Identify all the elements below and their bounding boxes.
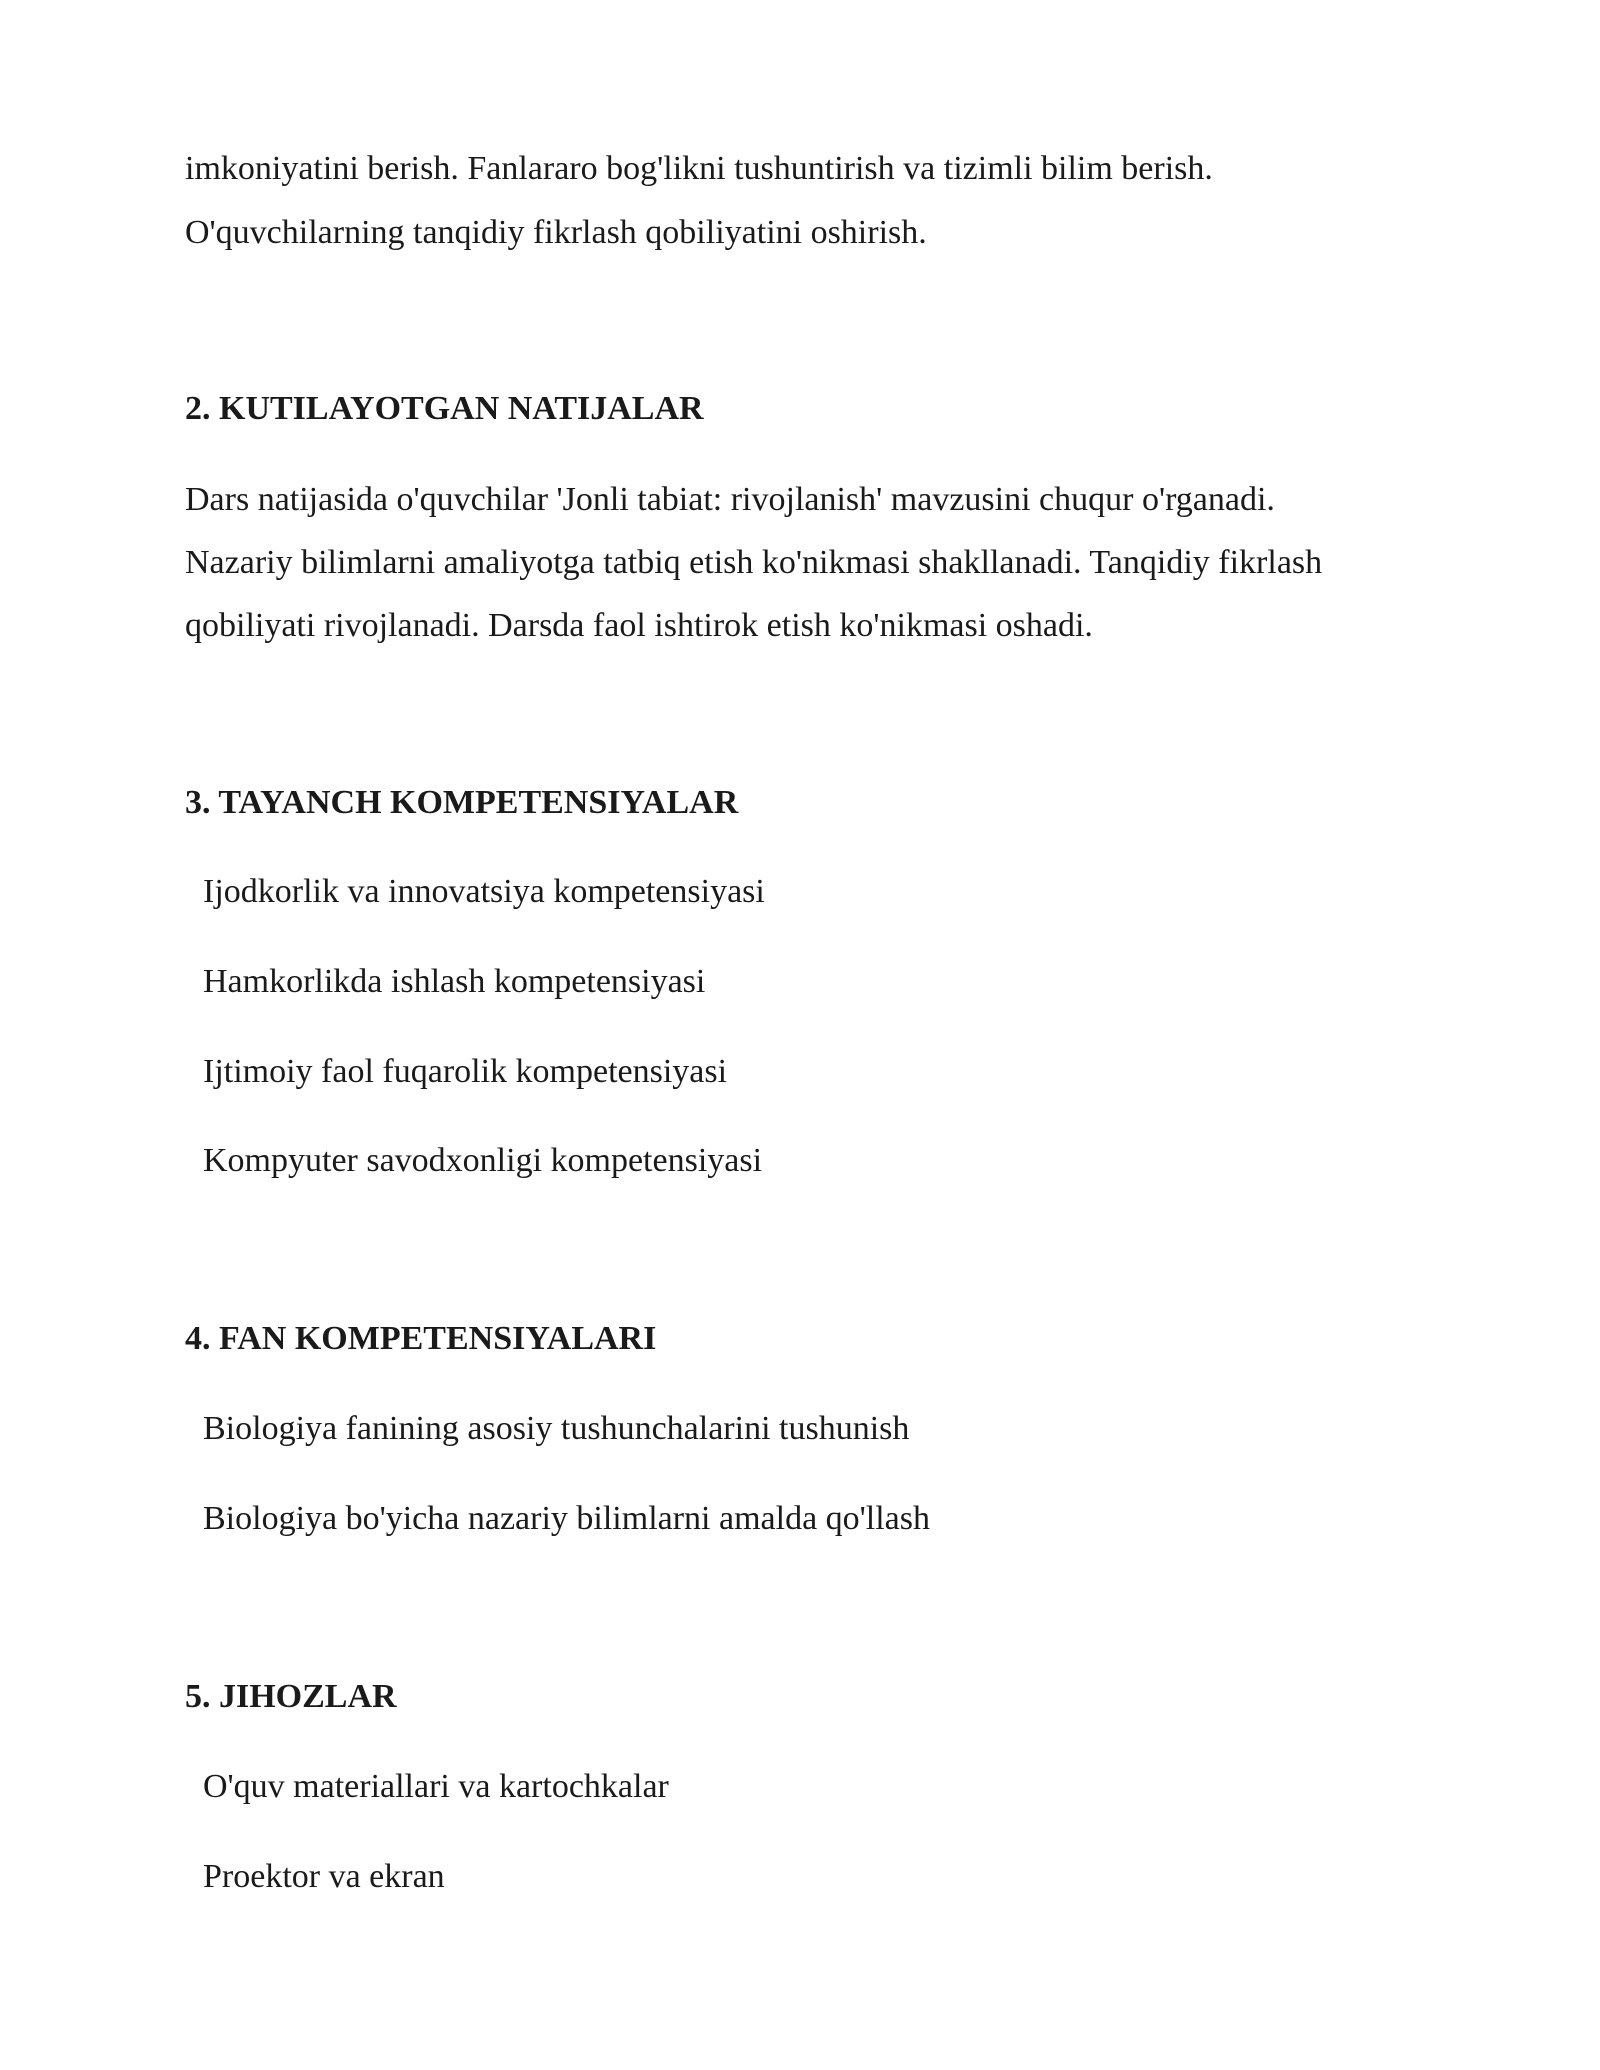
section-2-line-2: Nazariy bilimlarni amaliyotga tatbiq etish ko'nikmasi shakllanadi. Tanqidiy fikrlash — [185, 544, 1323, 581]
section-5-heading: 5. JIHOZLAR — [185, 1678, 397, 1715]
list-item: Ijodkorlik va innovatsiya kompetensiyasi — [203, 873, 765, 910]
section-2-heading: 2. KUTILAYOTGAN NATIJALAR — [185, 390, 704, 427]
list-item: Hamkorlikda ishlash kompetensiyasi — [203, 963, 706, 1000]
section-3-heading: 3. TAYANCH KOMPETENSIYALAR — [185, 784, 739, 821]
list-item: Ijtimoiy faol fuqarolik kompetensiyasi — [203, 1053, 728, 1090]
list-item: Biologiya bo'yicha nazariy bilimlarni amalda qo'llash — [203, 1500, 930, 1537]
section-4-heading: 4. FAN KOMPETENSIYALARI — [185, 1320, 657, 1357]
list-item: Biologiya fanining asosiy tushunchalarini tushunish — [203, 1410, 910, 1447]
section-2-line-1: Dars natijasida o'quvchilar 'Jonli tabiat: rivojlanish' mavzusini chuqur o'rganadi. — [185, 481, 1275, 518]
list-item: Proektor va ekran — [203, 1858, 445, 1895]
list-item: O'quv materiallari va kartochkalar — [203, 1768, 669, 1805]
list-item: Kompyuter savodxonligi kompetensiyasi — [203, 1142, 763, 1179]
intro-line-2: O'quvchilarning tanqidiy fikrlash qobiliyatini oshirish. — [185, 214, 927, 251]
intro-line-1: imkoniyatini berish. Fanlararo bog'likni tushuntirish va tizimli bilim berish. — [185, 150, 1213, 187]
section-2-line-3: qobiliyati rivojlanadi. Darsda faol ishtirok etish ko'nikmasi oshadi. — [185, 607, 1093, 644]
